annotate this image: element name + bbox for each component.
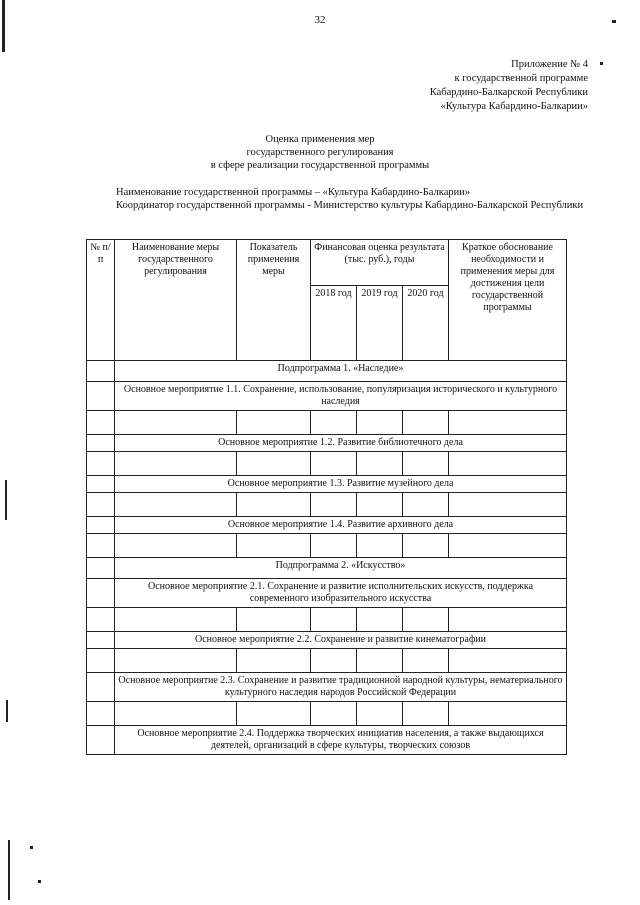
measure-row: Основное мероприятие 1.3. Развитие музейного дела [115,476,567,493]
title-line: в сфере реализации государственной программы [210,160,430,171]
header-finance: Финансовая оценка результата (тыс. руб.), годы [311,240,449,286]
measures-table [86,239,567,755]
measure-row: Основное мероприятие 1.4. Развитие архивного дела [115,517,567,534]
program-name: Наименование государственной программы – «Культура Кабардино-Балкарии» [116,187,471,198]
document-title [0,133,640,172]
measure-row: Основное мероприятие 1.2. Развитие библиотечного дела [115,435,567,452]
appendix-line: к государственной программе [454,73,588,84]
header-year: 2019 год [357,286,403,361]
measure-row: Основное мероприятие 1.1. Сохранение, использование, популяризация исторического и культурного наследия [115,382,567,411]
program-coordinator: Координатор государственной программы - Министерство культуры Кабардино-Балкарской Республики [116,200,584,211]
measure-row: Основное мероприятие 2.2. Сохранение и развитие кинематографии [115,632,567,649]
subprogram-row: Подпрограмма 2. «Искусство» [115,558,567,579]
program-info [86,186,592,212]
appendix-line: «Культура Кабардино-Балкарии» [440,101,588,112]
measure-row: Основное мероприятие 2.1. Сохранение и развитие исполнительских искусств, поддержка современного изобразительного искусства [115,579,567,608]
measure-row: Основное мероприятие 2.4. Поддержка творческих инициатив населения, а также выдающихся деятелей, организаций в сфере культуры, творческих союзов [115,726,567,755]
header-num: № п/п [87,240,115,361]
title-line: государственного регулирования [246,147,394,158]
header-justification: Краткое обоснование необходимости и применения меры для достижения цели государственной программы [449,240,567,361]
appendix-line: Кабардино-Балкарской Республики [429,87,588,98]
measure-row: Основное мероприятие 2.3. Сохранение и развитие традиционной народной культуры, нематериального культурного наследия народов Российской Федерации [115,673,567,702]
subprogram-row: Подпрограмма 1. «Наследие» [115,361,567,382]
title-line: Оценка применения мер [265,134,375,145]
header-year: 2020 год [403,286,449,361]
page-number: 32 [314,14,326,26]
header-indicator: Показатель применения меры [237,240,311,361]
appendix-block [430,58,588,114]
header-measure: Наименование меры государственного регулирования [115,240,237,361]
appendix-line: Приложение № 4 [511,59,588,70]
header-year: 2018 год [311,286,357,361]
